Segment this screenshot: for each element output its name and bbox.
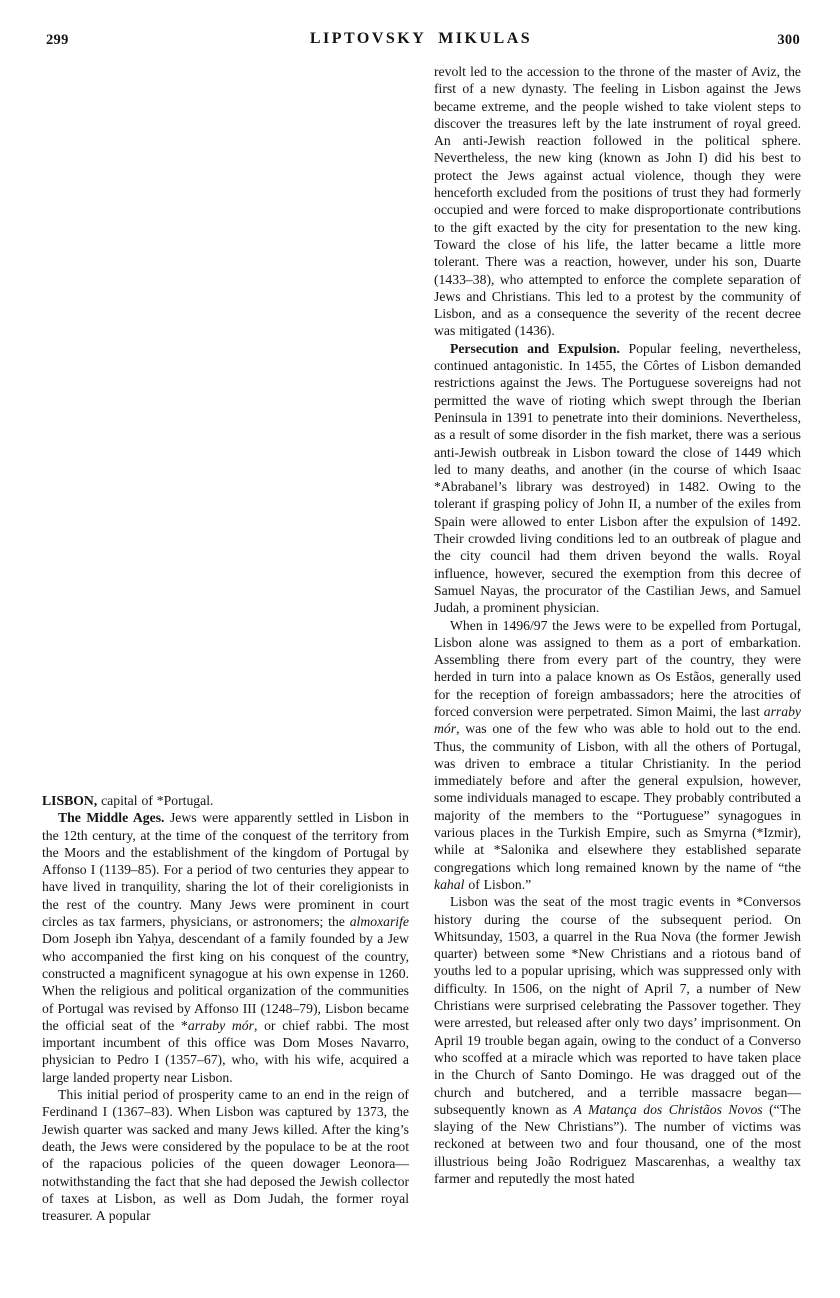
text-run: revolt led to the accession to the throne of the master of Aviz, the first of a new dynasty. The feeling in Lisbon against the Jews became extreme, and the people wished to take violent steps to discover the treasures left by the late instrument of royal greed. An anti-Jewish reaction followed in the political sphere. Nevertheless, the new king (known as John I) did his best to protect the Jews against actual violence, though they were henceforth excluded from the positions of trust they had formerly occupied and were forced to make disproportionate contributions to the gift exacted by the city for presentation to the new king. Toward the close of his life, the latter became a little more tolerant. There was a reaction, however, under his son, Duarte (1433–38), who attempted to enforce the complete separation of Jews and Christians. This led to a protest by the community of Lisbon, and as a consequence the severity of the recent decree was mitigated (1436). [434, 64, 801, 339]
paragraph [42, 809, 409, 1086]
text-run: Jews were apparently settled in Lisbon in the 12th century, at the time of the conquest of the territory from the Moors and the establishment of the kingdom of Portugal by Affonso I (1139–85). For a period of two centuries they appear to have lived in tranquility, sharing the lot of their coreligionists in the rest of the country. Many Jews were prominent in court circles as tax farmers, physicians, or astronomers; the [42, 810, 409, 930]
text-run: capital of *Portugal. [97, 793, 214, 808]
right-page-number: 300 [777, 32, 800, 48]
left-column [42, 63, 409, 1224]
left-page-number: 299 [46, 32, 69, 48]
page-header [42, 30, 800, 54]
bold-run: LISBON, [42, 793, 98, 808]
paragraph [434, 893, 801, 1187]
text-run: of Lisbon.” [464, 876, 532, 892]
italic-run: arraby mór [434, 703, 801, 737]
article-body [42, 63, 802, 1224]
italic-run: kahal [434, 876, 465, 892]
text-run: Dom Joseph ibn Yaḥya, descendant of a family founded by a Jew who accompanied the first king on his conquest of the country, constructed a magnificent synagogue at his own expense in 1260. When the religious and political organization of the communities of Portugal was revised by Affonso III (1248–79), Lisbon became the official seat of the * [42, 931, 409, 1033]
blank-region [42, 63, 409, 792]
italic-run: almoxarife [349, 914, 409, 930]
text-run: This initial period of prosperity came to an end in the reign of Ferdinand I (1367–83). When Lisbon was captured by 1373, the Jewish quarter was sacked and many Jews killed. After the king’s death, the Jews were considered by the populace to be at the root of the rapacious policies of the queen dowager Leonora—notwithstanding the fact that she had deposed the Jewish collector of taxes at Lisbon, as well as Dom Judah, the former royal treasurer. A popular [42, 1087, 409, 1224]
text-run: When in 1496/97 the Jews were to be expelled from Portugal, Lisbon alone was assigned to them as a port of embarkation. Assembling there from every part of the country, they were herded in turn into a palace known as Os Estãos, generally used for the reception of foreign ambassadors; here the atrocities of forced conversion were perpetrated. Simon Maimi, the last [434, 617, 801, 719]
running-head-title: LIPTOVSKY MIKULAS [309, 30, 533, 47]
text-run: Lisbon was the seat of the most tragic events in *Conversos history during the course of the subsequent period. On Whitsunday, 1503, a quarrel in the Rua Nova (the former Jewish quarter) between some *New Christians and a riotous band of youths led to a popular uprising, which was suppressed only with difficulty. In 1506, on the night of April 7, a number of New Christians were surprised celebrating the Passover together. They were arrested, but released after only two days’ imprisonment. On April 19 trouble began again, owing to the conduct of a Converso who scoffed at a miracle which was reported to have taken place in the Church of Santo Domingo. He was dragged out of the church and butchered, and a terrible massacre began—subsequently known as [434, 894, 801, 1117]
bold-run: The Middle Ages. [58, 810, 165, 826]
bold-run: Persecution and Expulsion. [450, 340, 620, 356]
italic-run: A Matança dos Christãos Novos [573, 1101, 763, 1117]
right-column [434, 63, 801, 1224]
text-run: , or chief rabbi. The most important incumbent of this office was Dom Moses Navarro, physician to Pedro I (1357–67), who, with his wife, acquired a large landed property near Lisbon. [42, 1017, 409, 1085]
paragraph [434, 63, 801, 340]
text-run: Popular feeling, nevertheless, continued antagonistic. In 1455, the Côrtes of Lisbon demanded restrictions against the Jews. The Portuguese sovereigns had not permitted the wave of rioting which swept through the Iberian Peninsula in 1391 to penetrate into their dominions. Nevertheless, as a result of some disorder in the fish market, there was a serious anti-Jewish outbreak in Lisbon toward the close of 1449 which led to many deaths, and another (in the course of which Isaac *Abrabanel’s library was destroyed) in 1482. Owing to the tolerant if grasping policy of John II, a number of the exiles from Spain were allowed to enter Lisbon after the expulsion of 1492. Their crowded living conditions led to an outbreak of plague and the city council had them driven beyond the walls. Royal influence, however, secured the exemption from this decree of Samuel Nayas, the procurator of the Castilian Jews, and Samuel Judah, a prominent physician. [434, 340, 802, 616]
text-run: (“The slaying of the New Christians”). The number of victims was reckoned at between two and four thousand, one of the most illustrious being João Rodriguez Mascarenhas, a wealthy tax farmer and reputedly the most hated [434, 1101, 801, 1186]
text-run: , was one of the few who was able to hold out to the end. Thus, the community of Lisbon, with all the others of Portugal, was driven to embrace a titular Christianity. In the period immediately before and after the general expulsion, however, some individuals managed to escape. They probably contributed a majority of the members to the “Portuguese” synagogues in various places in the Turkish Empire, such as Smyrna (*Izmir), while at *Salonika and elsewhere they established separate congregations which long remained known by the name of “the [434, 721, 801, 875]
italic-run: arraby mór [187, 1017, 254, 1033]
paragraph [42, 792, 409, 809]
paragraph [434, 617, 801, 894]
paragraph [434, 340, 801, 617]
paragraph [42, 1086, 409, 1224]
